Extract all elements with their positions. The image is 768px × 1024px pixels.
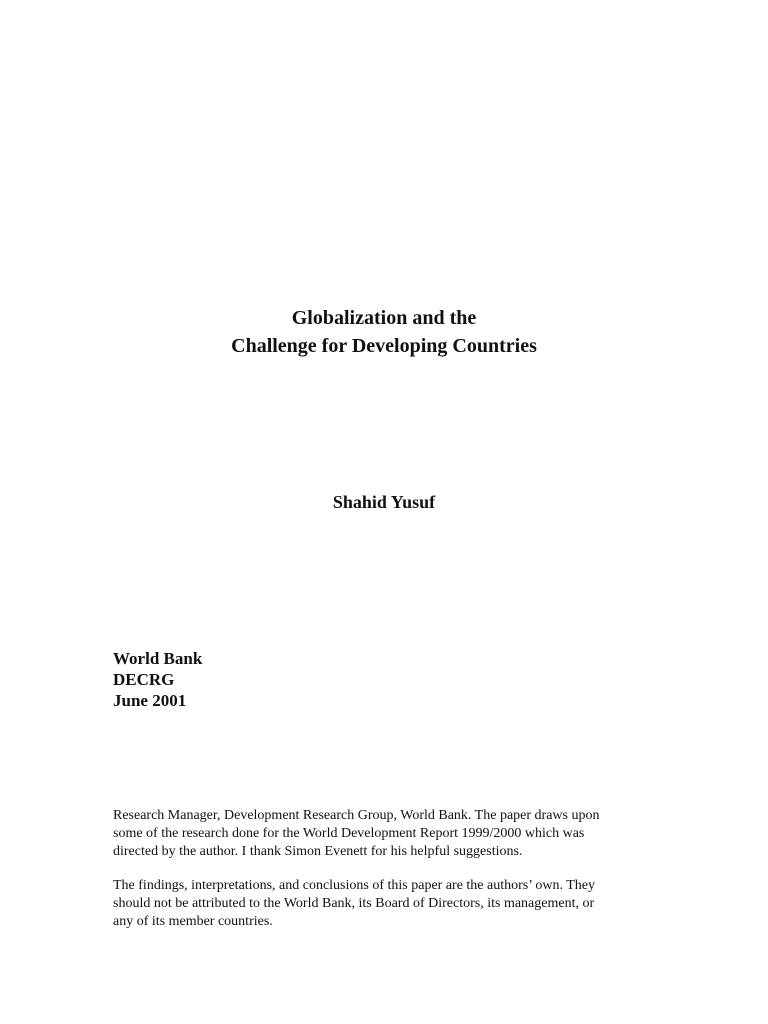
disclaimer-line-3: any of its member countries. bbox=[113, 914, 273, 929]
author-note-paragraph bbox=[113, 807, 658, 861]
author-note-line-3: directed by the author. I thank Simon Evenett for his helpful suggestions. bbox=[113, 844, 523, 859]
disclaimer-line-1: The findings, interpretations, and conclusions of this paper are the authors’ own. They bbox=[113, 878, 595, 893]
title-line-2: Challenge for Developing Countries bbox=[231, 335, 537, 357]
author-name: Shahid Yusuf bbox=[332, 492, 436, 512]
footnote-block bbox=[113, 807, 658, 947]
disclaimer-line-2: should not be attributed to the World Bank, its Board of Directors, its management, or bbox=[113, 896, 595, 911]
affiliation-block bbox=[113, 648, 202, 711]
department: DECRG bbox=[113, 670, 175, 689]
organization: World Bank bbox=[113, 649, 203, 668]
disclaimer-paragraph bbox=[113, 877, 658, 931]
title-line-1: Globalization and the bbox=[291, 307, 477, 329]
paper-title bbox=[0, 304, 768, 360]
publication-date: June 2001 bbox=[113, 691, 187, 710]
author-note-line-1: Research Manager, Development Research Group, World Bank. The paper draws upon bbox=[113, 808, 600, 823]
author-note-line-2: some of the research done for the World Development Report 1999/2000 which was bbox=[113, 826, 585, 841]
